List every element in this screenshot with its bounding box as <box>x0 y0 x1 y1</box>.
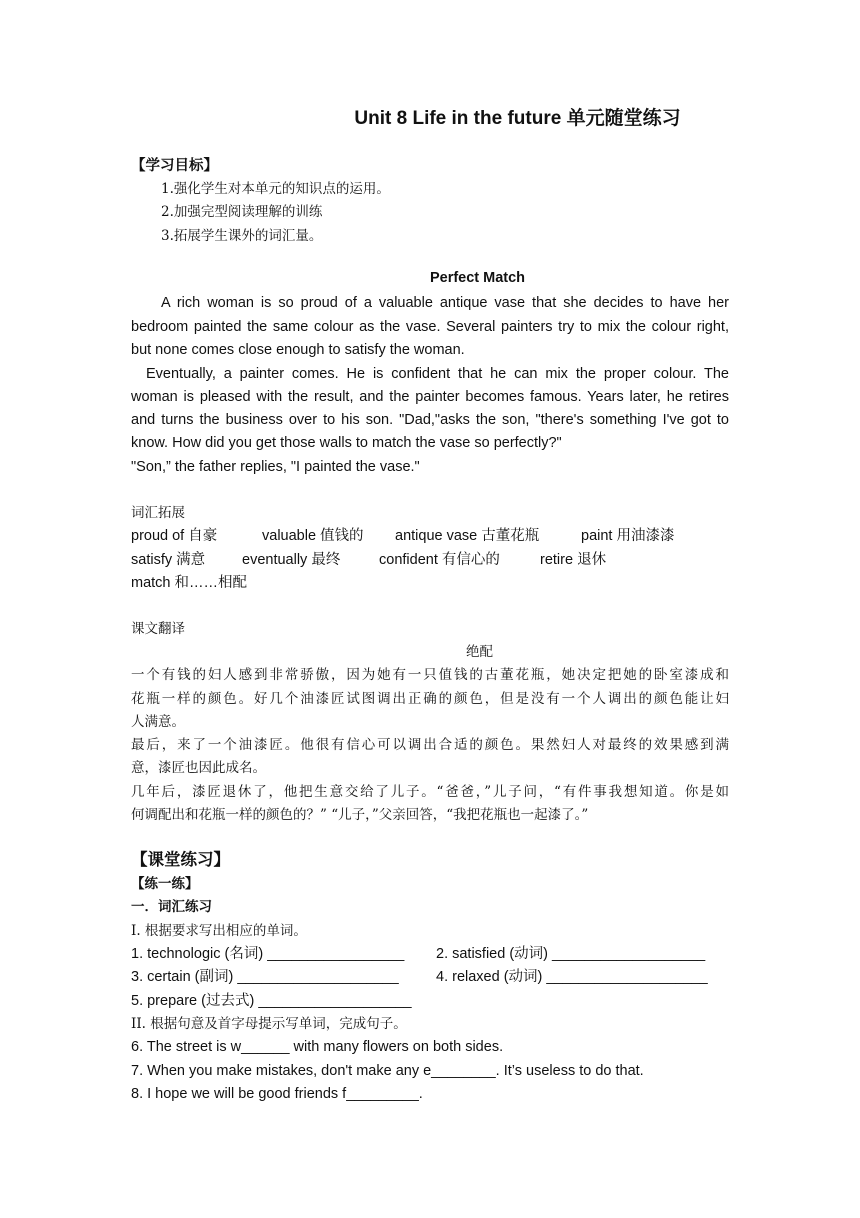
question-3: 3. certain (副词) ____________________ <box>131 969 399 985</box>
reading-line: Eventually, a painter comes. He is confident that he can mix the proper colour. The <box>146 366 729 382</box>
instruction: I. 根据要求写出相应的单词。 <box>131 923 307 939</box>
page-title <box>0 103 860 130</box>
translation-line: 一个有钱的妇人感到非常骄傲，因为她有一只值钱的古董花瓶，她决定把她的卧室漆成和 <box>131 667 729 683</box>
question-6: 6. The street is w______ with many flowers on both sides. <box>131 1039 504 1055</box>
reading-line: A rich woman is so proud of a valuable antique vase that she decides to have her <box>161 295 729 311</box>
reading-line: woman is pleased with the result, and the painter becomes famous. Years later, he retires <box>131 389 729 405</box>
vocab-item: proud of 自豪 <box>131 528 218 544</box>
objectives-heading: 【学习目标】 <box>131 158 218 174</box>
translation-line: 人满意。 <box>131 714 185 730</box>
translation-line: 何调配出和花瓶一样的颜色的？” “儿子，”父亲回答，“我把花瓶也一起漆了。” <box>131 807 589 823</box>
instruction: II. 根据句意及首字母提示写单词，完成句子。 <box>131 1016 407 1032</box>
question-4: 4. relaxed (动词) ____________________ <box>436 969 708 985</box>
vocab-item: retire 退休 <box>540 552 607 568</box>
objective-item: 1.强化学生对本单元的知识点的运用。 <box>161 181 390 197</box>
vocab-item: confident 有信心的 <box>379 552 500 568</box>
vocab-item: antique vase 古董花瓶 <box>395 528 540 544</box>
vocab-item: match 和……相配 <box>131 575 248 591</box>
section-heading: 一．词汇练习 <box>131 899 212 915</box>
question-7: 7. When you make mistakes, don't make any e________. It’s useless to do that. <box>131 1063 644 1079</box>
reading-line: "Son,” the father replies, "I painted the vase." <box>131 459 420 475</box>
question-2: 2. satisfied (动词) ___________________ <box>436 946 706 962</box>
vocab-heading: 词汇拓展 <box>131 505 185 521</box>
translation-line: 最后，来了一个油漆匠。他很有信心可以调出合适的颜色。果然妇人对最终的效果感到满 <box>131 737 729 753</box>
translation-line: 花瓶一样的颜色。好几个油漆匠试图调出正确的颜色，但是没有一个人调出的颜色能让妇 <box>131 691 729 707</box>
reading-line: but none comes close enough to satisfy the woman. <box>131 342 465 358</box>
translation-heading: 课文翻译 <box>131 621 185 637</box>
reading-line: know. How did you get those walls to match the vase so perfectly?" <box>131 435 562 451</box>
vocab-item: satisfy 满意 <box>131 552 206 568</box>
reading-line: and turns the business over to his son. "Dad,"asks the son, "there's something I've got to <box>131 412 729 428</box>
translation-title: 绝配 <box>466 644 493 660</box>
question-5: 5. prepare (过去式) ___________________ <box>131 993 412 1009</box>
question-8: 8. I hope we will be good friends f_________. <box>131 1086 423 1102</box>
vocab-item: paint 用油漆漆 <box>581 528 675 544</box>
reading-line: bedroom painted the same colour as the vase. Several painters try to mix the colour right, <box>131 319 729 335</box>
objective-item: 2.加强完型阅读理解的训练 <box>161 204 323 220</box>
practice-heading: 【课堂练习】 <box>131 850 230 869</box>
objective-item: 3.拓展学生课外的词汇量。 <box>161 228 323 244</box>
question-1: 1. technologic (名词) _________________ <box>131 946 405 962</box>
translation-line: 意，漆匠也因此成名。 <box>131 760 266 776</box>
reading-title: Perfect Match <box>429 270 526 286</box>
vocab-item: eventually 最终 <box>242 552 341 568</box>
translation-line: 几年后，漆匠退休了，他把生意交给了儿子。“爸爸，”儿子问，“有件事我想知道。你是如 <box>131 784 729 800</box>
practice-subheading: 【练一练】 <box>131 876 199 892</box>
vocab-item: valuable 值钱的 <box>262 528 364 544</box>
vocab-row <box>131 572 731 596</box>
title-text: Unit 8 Life in the future 单元随堂练习 <box>354 108 681 129</box>
